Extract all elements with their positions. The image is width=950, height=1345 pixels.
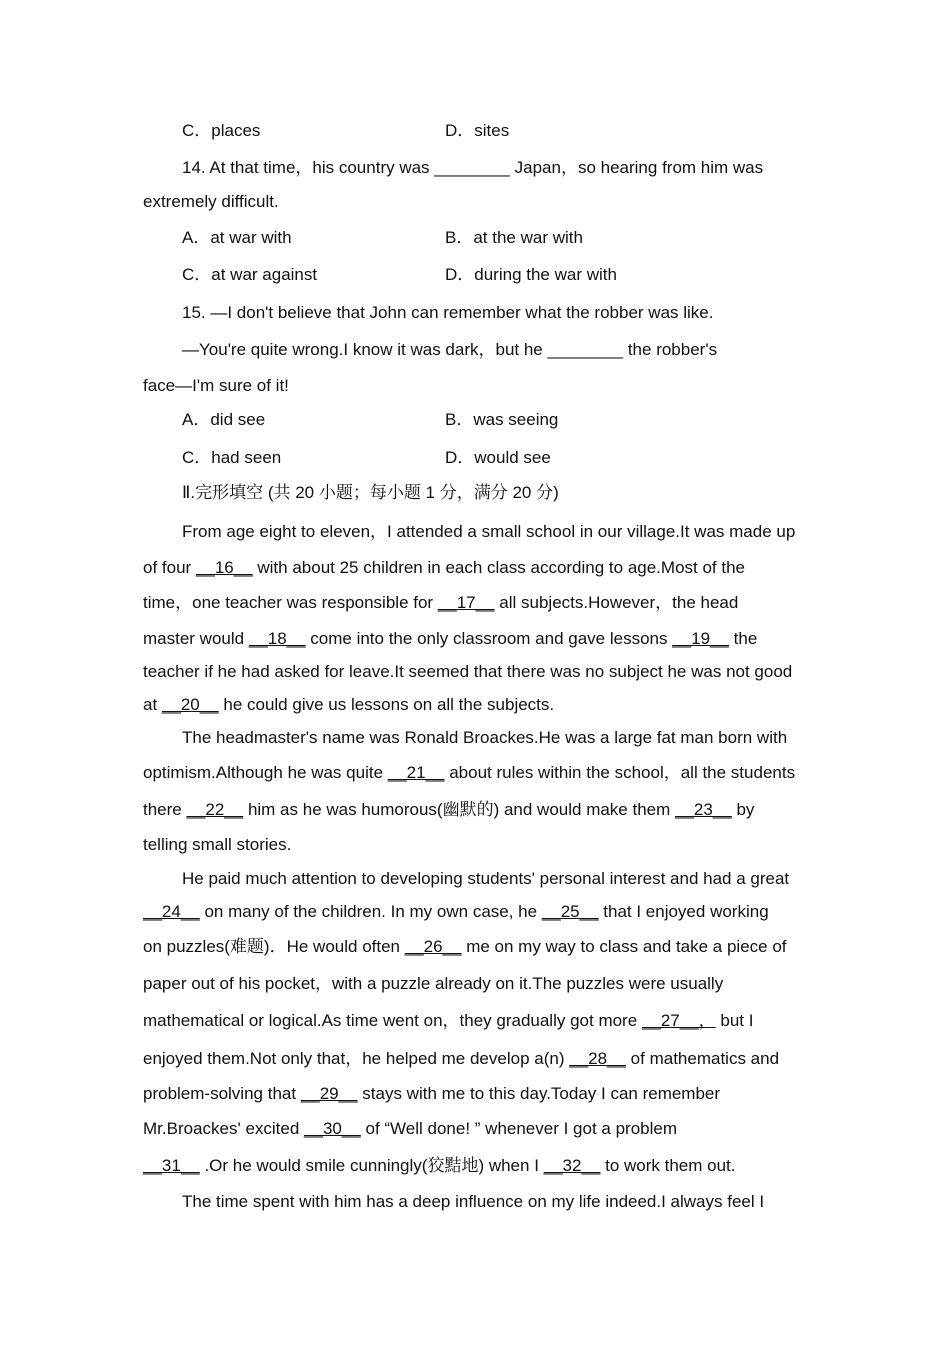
text: time，one teacher was responsible for	[143, 593, 438, 612]
text: me on my way to class and take a piece of	[461, 937, 787, 956]
text: there	[143, 800, 187, 819]
blank-17: __17__	[437, 593, 495, 612]
text: problem-solving that	[143, 1084, 301, 1103]
text: stays with me to this day.Today I can remember	[357, 1084, 721, 1103]
q14-option-d: D．during the war with	[445, 265, 617, 284]
p2-line1: The headmaster's name was Ronald Broackes.He was a large fat man born with	[182, 728, 788, 747]
text: the	[728, 629, 758, 648]
q15-stem-line3: face—I'm sure of it!	[143, 376, 289, 395]
p3-line2	[143, 902, 769, 922]
text: to work them out.	[600, 1156, 736, 1175]
q14-stem-line1: 14. At that time，his country was ________ Japan，so hearing from him was	[182, 158, 764, 177]
p2-line2	[143, 763, 795, 783]
text: come into the only classroom and gave lessons	[305, 629, 673, 648]
p1-line2	[143, 558, 745, 578]
text: enjoyed them.Not only that，he helped me develop a(n)	[143, 1049, 570, 1068]
p3-line8	[143, 1119, 677, 1139]
text: him as he was humorous(幽默的) and would make them	[243, 800, 676, 819]
blank-20: __20__	[161, 695, 219, 714]
text: by	[731, 800, 755, 819]
q14-stem-line2: extremely difficult.	[143, 192, 279, 211]
p3-line5	[143, 1011, 753, 1031]
p3-line7	[143, 1084, 720, 1104]
q13-option-c: C．places	[182, 121, 261, 140]
q15-option-d: D．would see	[445, 448, 551, 467]
p3-line3	[143, 937, 787, 957]
text: optimism.Although he was quite	[143, 763, 388, 782]
blank-28: __28__	[569, 1049, 626, 1068]
q14-option-c: C．at war against	[182, 265, 318, 284]
text: mathematical or logical.As time went on，they gradually got more	[143, 1011, 642, 1030]
p4-line1: The time spent with him has a deep influence on my life indeed.I always feel I	[182, 1192, 765, 1211]
q14-option-a: A．at war with	[182, 228, 292, 247]
blank-21: __21__	[387, 763, 445, 782]
blank-31: __31__	[143, 1156, 200, 1175]
p3-line1: He paid much attention to developing students' personal interest and had a great	[182, 869, 790, 888]
blank-16: __16__	[195, 558, 253, 577]
p1-line4	[143, 629, 757, 649]
text: of mathematics and	[625, 1049, 780, 1068]
blank-18: __18__	[248, 629, 306, 648]
text: of “Well done! ” whenever I got a problem	[360, 1119, 678, 1138]
p3-line6	[143, 1049, 779, 1069]
text: all subjects.However，the head	[494, 593, 739, 612]
p1-line1: From age eight to eleven，I attended a small school in our village.It was made up	[182, 522, 796, 541]
blank-30: __30__	[304, 1119, 361, 1138]
blank-26: __26__	[404, 937, 462, 956]
q15-stem-line1: 15. —I don't believe that John can remember what the robber was like.	[182, 303, 714, 322]
p1-line5: teacher if he had asked for leave.It seemed that there was no subject he was not good	[143, 662, 793, 681]
blank-23: __23__	[675, 800, 732, 819]
text: about rules within the school，all the students	[444, 763, 796, 782]
blank-22: __22__	[186, 800, 244, 819]
p3-line9	[143, 1156, 736, 1176]
text: .Or he would smile cunningly(狡黠地) when I	[199, 1156, 544, 1175]
q15-stem-line2: —You're quite wrong.I know it was dark，but he ________ the robber's	[182, 340, 718, 359]
section-heading: Ⅱ.完形填空 (共 20 小题；每小题 1 分，满分 20 分)	[182, 483, 559, 502]
blank-19: __19__	[672, 629, 729, 648]
p2-line3	[143, 800, 754, 820]
blank-32: __32__	[543, 1156, 601, 1175]
text: that I enjoyed working	[598, 902, 769, 921]
q13-option-d: D．sites	[445, 121, 510, 140]
text: Mr.Broackes' excited	[143, 1119, 305, 1138]
text: on many of the children. In my own case, he	[199, 902, 542, 921]
blank-29: __29__	[300, 1084, 358, 1103]
q15-option-b: B．was seeing	[445, 410, 559, 429]
blank-24: __24__	[143, 902, 200, 921]
text: at	[143, 695, 162, 714]
q14-option-b: B．at the war with	[445, 228, 583, 247]
text: on puzzles(难题)．He would often	[143, 937, 405, 956]
text: with about 25 children in each class according to age.Most of the	[252, 558, 746, 577]
p1-line6	[143, 695, 554, 715]
p1-line3	[143, 593, 738, 613]
p3-line4: paper out of his pocket，with a puzzle already on it.The puzzles were usually	[143, 974, 724, 993]
text: but I	[715, 1011, 754, 1030]
q15-option-a: A．did see	[182, 410, 266, 429]
text: of four	[143, 558, 196, 577]
p2-line4: telling small stories.	[143, 835, 292, 854]
q15-option-c: C．had seen	[182, 448, 282, 467]
blank-27: __27__，	[641, 1011, 716, 1030]
text: he could give us lessons on all the subjects.	[218, 695, 555, 714]
text: master would	[143, 629, 249, 648]
blank-25: __25__	[541, 902, 599, 921]
